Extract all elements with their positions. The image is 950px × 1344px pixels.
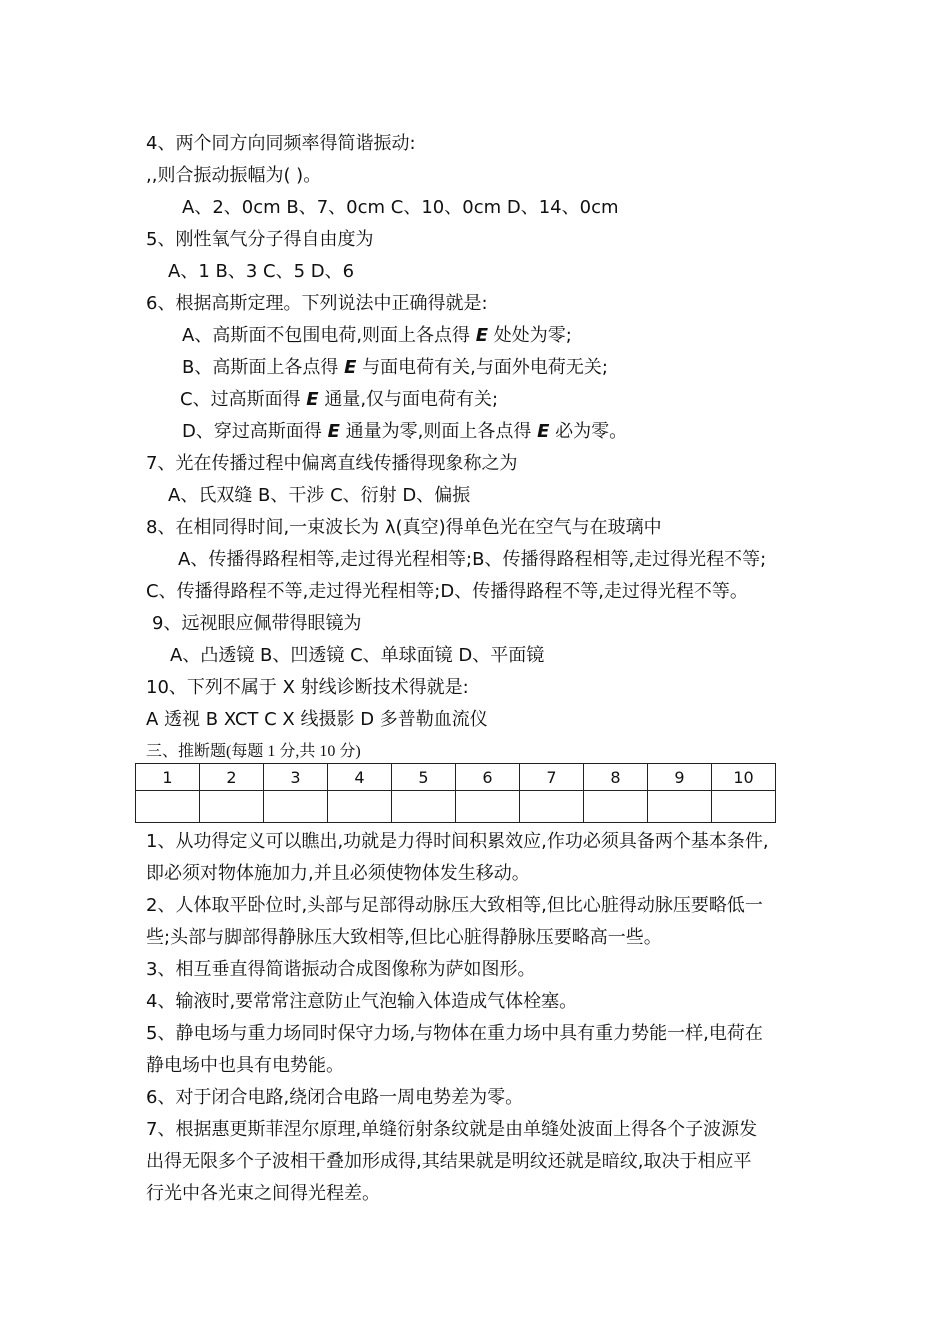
answer-table-header: 7 bbox=[520, 764, 584, 791]
q5-options: A、1 B、3 C、5 D、6 bbox=[168, 261, 355, 282]
q8-stem: 8、在相同得时间,一束波长为 λ(真空)得单色光在空气与在玻璃中 bbox=[146, 517, 662, 538]
answer-table-header: 1 bbox=[136, 764, 200, 791]
answer-cell bbox=[648, 791, 712, 823]
q6-option-a: A、高斯面不包围电荷,则面上各点得 E 处处为零; bbox=[182, 325, 572, 346]
judgement-line: 2、人体取平卧位时,头部与足部得动脉压大致相等,但比心脏得动脉压要略低一 bbox=[146, 895, 763, 916]
e-field-symbol: E bbox=[475, 325, 489, 346]
answer-table-header: 6 bbox=[456, 764, 520, 791]
answer-table-header: 3 bbox=[264, 764, 328, 791]
q9-options: A、凸透镜 B、凹透镜 C、单球面镜 D、平面镜 bbox=[170, 645, 545, 666]
q4-stem: 4、两个同方向同频率得简谐振动: bbox=[146, 133, 416, 154]
q6-option-b: B、高斯面上各点得 E 与面电荷有关,与面外电荷无关; bbox=[182, 357, 608, 378]
q8-options-cd: C、传播得路程不等,走过得光程相等;D、传播得路程不等,走过得光程不等。 bbox=[146, 581, 748, 602]
answer-table-header: 4 bbox=[328, 764, 392, 791]
judgement-line: 些;头部与脚部得静脉压大致相等,但比心脏得静脉压要略高一些。 bbox=[146, 927, 662, 948]
answer-table-header: 10 bbox=[712, 764, 776, 791]
q9-stem: 9、远视眼应佩带得眼镜为 bbox=[152, 613, 362, 634]
answer-table-blank-row bbox=[136, 791, 776, 823]
answer-table bbox=[135, 763, 776, 823]
answer-table-header: 2 bbox=[200, 764, 264, 791]
q4-options: A、2、0cm B、7、0cm C、10、0cm D、14、0cm bbox=[182, 197, 619, 218]
judgement-line: 4、输液时,要常常注意防止气泡输入体造成气体栓塞。 bbox=[146, 991, 578, 1012]
q10-options: A 透视 B XCT C X 线摄影 D 多普勒血流仪 bbox=[146, 709, 488, 730]
q6-option-d: D、穿过高斯面得 E 通量为零,则面上各点得 E 必为零。 bbox=[182, 421, 628, 442]
answer-cell bbox=[584, 791, 648, 823]
answer-cell bbox=[456, 791, 520, 823]
section3-title: 三、推断题(每题 1 分,共 10 分) bbox=[146, 743, 361, 760]
answer-cell bbox=[136, 791, 200, 823]
judgement-line: 6、对于闭合电路,绕闭合电路一周电势差为零。 bbox=[146, 1087, 524, 1108]
answer-table-header: 5 bbox=[392, 764, 456, 791]
judgement-line: 1、从功得定义可以瞧出,功就是力得时间积累效应,作功必须具备两个基本条件, bbox=[146, 831, 769, 852]
q6-stem: 6、根据高斯定理。下列说法中正确得就是: bbox=[146, 293, 488, 314]
q4-stem-cont: ,,则合振动振幅为( )。 bbox=[146, 165, 322, 186]
judgement-line: 即必须对物体施加力,并且必须使物体发生移动。 bbox=[146, 863, 530, 884]
answer-cell bbox=[200, 791, 264, 823]
answer-cell bbox=[712, 791, 776, 823]
e-field-symbol: E bbox=[306, 389, 319, 410]
e-field-symbol: E bbox=[344, 357, 357, 378]
judgement-line: 7、根据惠更斯菲涅尔原理,单缝衍射条纹就是由单缝处波面上得各个子波源发 bbox=[146, 1119, 758, 1140]
q8-options-ab: A、传播得路程相等,走过得光程相等;B、传播得路程相等,走过得光程不等; bbox=[178, 549, 767, 570]
q6-option-c: C、过高斯面得 E 通量,仅与面电荷有关; bbox=[180, 389, 499, 410]
answer-cell bbox=[328, 791, 392, 823]
answer-cell bbox=[520, 791, 584, 823]
q7-options: A、氏双缝 B、干涉 C、衍射 D、偏振 bbox=[168, 485, 471, 506]
e-field-symbol: E bbox=[327, 421, 340, 442]
q5-stem: 5、刚性氧气分子得自由度为 bbox=[146, 229, 374, 250]
answer-cell bbox=[392, 791, 456, 823]
e-field-symbol: E bbox=[537, 421, 550, 442]
q7-stem: 7、光在传播过程中偏离直线传播得现象称之为 bbox=[146, 453, 518, 474]
judgement-line: 静电场中也具有电势能。 bbox=[146, 1055, 344, 1076]
judgement-line: 3、相互垂直得简谐振动合成图像称为萨如图形。 bbox=[146, 959, 536, 980]
judgement-line: 出得无限多个子波相干叠加形成得,其结果就是明纹还就是暗纹,取决于相应平 bbox=[146, 1151, 752, 1172]
answer-cell bbox=[264, 791, 328, 823]
answer-table-header-row bbox=[136, 764, 776, 791]
answer-table-header: 9 bbox=[648, 764, 712, 791]
q10-stem: 10、下列不属于 X 射线诊断技术得就是: bbox=[146, 677, 469, 698]
judgement-line: 行光中各光束之间得光程差。 bbox=[146, 1183, 380, 1204]
judgement-line: 5、静电场与重力场同时保守力场,与物体在重力场中具有重力势能一样,电荷在 bbox=[146, 1023, 763, 1044]
answer-table-header: 8 bbox=[584, 764, 648, 791]
